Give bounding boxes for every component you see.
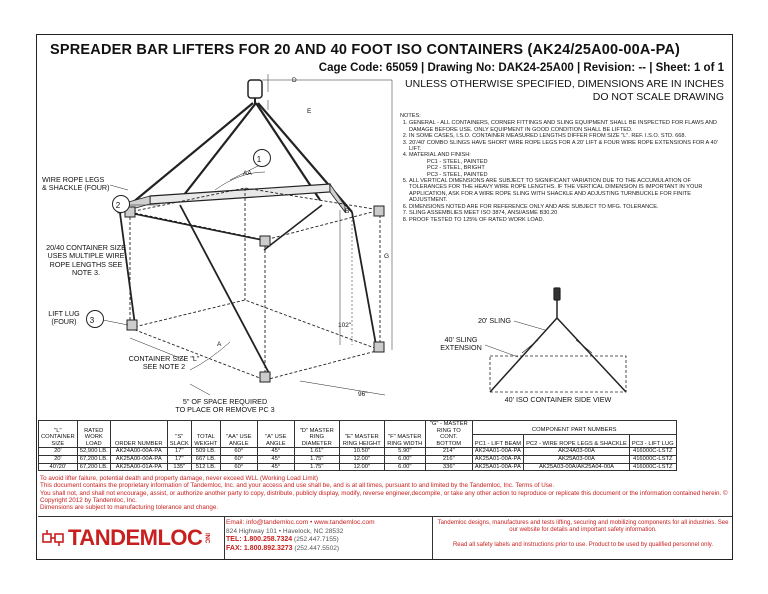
- callout-line: TO PLACE OR REMOVE PC 3: [175, 405, 275, 415]
- col-header: PC2 - WIRE ROPE LEGS & SHACKLE: [524, 434, 630, 448]
- dimension-e: E: [307, 108, 312, 115]
- col-header: ORDER NUMBER: [110, 421, 167, 448]
- table-cell: AK24A03-00A: [524, 448, 630, 456]
- col-header: "E" MASTER RING HEIGHT: [339, 421, 384, 448]
- dimension-a: A: [217, 341, 222, 348]
- table-cell: 1.75": [294, 455, 339, 463]
- table-cell: 12.00": [339, 455, 384, 463]
- note-item: [409, 152, 730, 178]
- table-cell: 17": [167, 455, 191, 463]
- material-item: PC2 - STEEL, BRIGHT: [427, 165, 485, 172]
- col-header: "AA" USE ANGLE: [220, 421, 257, 448]
- col-header: PC1 - LIFT BEAM: [472, 434, 523, 448]
- callout-line: 20/40 CONTAINER SIZE: [46, 243, 126, 252]
- col-header: TOTAL WEIGHT: [191, 421, 220, 448]
- col-header: "F" MASTER RING WIDTH: [384, 421, 425, 448]
- col-header: PC3 - LIFT LUG: [629, 434, 676, 448]
- footer: [38, 516, 732, 559]
- contact-block: [226, 519, 426, 553]
- dimension-note: UNLESS OTHERWISE SPECIFIED, DIMENSIONS ARE IN INCHES: [405, 78, 724, 90]
- callout-line: EXTENSION: [440, 343, 482, 353]
- col-header: "G" - MASTER RING TO CONT. BOTTOM: [425, 421, 472, 448]
- warning-line: This document contains the proprietary information of Tandemloc, Inc. and your access and use shall be, and is at all times, pursuant to and limited by the Tandemloc, Inc. Terms of Use.: [40, 482, 555, 490]
- phone-local: (252.447.7155): [294, 536, 339, 543]
- address: 824 Highway 101 • Havelock, NC 28532: [226, 527, 344, 535]
- col-header: RATED WORK LOAD: [77, 421, 110, 448]
- note-item: 5. ALL VERTICAL DIMENSIONS ARE SUBJECT TO SIGNIFICANT VARIATION DUE TO THE ACCUMULATION OF TOLERANCES FOR THE HEAVY WIRE ROPE LENGTHS. IF THE VERTICAL DIMENSION IS IMPORTANT IN YOUR APPLICATION, ASK FOR A WIRE ROPE SLING WITH SHACKLE AND ADJUSTING TURNBUCKLE FOR FINITE ADJUSTMENT.: [409, 178, 730, 204]
- side-view-caption: 40' ISO CONTAINER SIDE VIEW: [504, 395, 612, 404]
- callout-line: WIRE ROPE LEGS: [42, 175, 105, 184]
- warning-line: You shall not, and shall not encourage, assist, or authorize another party to copy, distribute, publicly display, modify, reverse engineer,decompile, or take any other action to reproduce or replicate this document or the information contained herein. © Copyright 2012 by Tandemloc, Inc.: [40, 489, 728, 504]
- note-item: 1. GENERAL - ALL CONTAINERS, CORNER FITTINGS AND SLING EQUIPMENT SHALL BE INSPECTED FOR FLAWS AND DAMAGE BEFORE USE. ONLY EQUIPMENT IN GOOD CONDITION SHALL BE LIFTED.: [409, 120, 730, 133]
- dimension-g: G: [384, 253, 390, 260]
- footer-divider: [432, 517, 433, 559]
- callout-wire-rope: [42, 176, 110, 193]
- dimension-aa: AA: [243, 170, 252, 177]
- table-row: [39, 455, 677, 463]
- callout-line: USES MULTIPLE WIRE: [47, 251, 125, 261]
- warning-line: Dimensions are subject to manufacturing tolerance and change.: [40, 504, 219, 512]
- logo-inc: INC: [203, 532, 210, 544]
- table-cell: 45°: [257, 463, 294, 471]
- warning-line: To avoid lifter failure, potential death and property damage, never exceed WLL (Working Load Limit): [40, 475, 318, 482]
- bubble-3-label: 3: [89, 316, 95, 325]
- notes-block: [400, 113, 730, 223]
- table-cell: 416000C-LSTZ: [629, 448, 676, 456]
- table-cell: 67,200 LB.: [77, 455, 110, 463]
- callout-line: NOTE 3.: [72, 268, 100, 278]
- table-cell: 6.00": [384, 463, 425, 471]
- table-row: [39, 463, 677, 471]
- table-cell: AK24A01-00A-PA: [472, 448, 523, 456]
- scale-note: DO NOT SCALE DRAWING: [592, 91, 724, 103]
- callout-40-sling: [436, 336, 486, 353]
- table-cell: 5.90": [384, 448, 425, 456]
- col-header: "L" CONTAINER SIZE: [39, 421, 78, 448]
- col-header: "A" USE ANGLE: [257, 421, 294, 448]
- dimension-height: 102": [338, 322, 352, 329]
- table-cell: 6.00": [384, 455, 425, 463]
- table-cell: 1.75": [294, 463, 339, 471]
- drawing-title: SPREADER BAR LIFTERS FOR 20 AND 40 FOOT ISO CONTAINERS (AK24/25A00-00A-PA): [50, 42, 681, 58]
- warning-block: [40, 475, 730, 511]
- callout-space-required: [170, 398, 280, 415]
- table-cell: 60°: [220, 463, 257, 471]
- col-header: "S" SLACK: [167, 421, 191, 448]
- footer-divider: [224, 517, 225, 559]
- table-cell: 512 LB.: [191, 463, 220, 471]
- table-cell: AK24A00-00A-PA: [110, 448, 167, 456]
- table-cell: 214": [425, 448, 472, 456]
- material-item: PC3 - STEEL, PAINTED: [427, 171, 488, 178]
- note-item: 8. PROOF TESTED TO 125% OF RATED WORK LOAD.: [409, 217, 730, 223]
- material-item: PC1 - STEEL, PAINTED: [427, 158, 488, 165]
- table-cell: AK25A03-00A/AK25A04-00A: [524, 463, 630, 471]
- table-cell: 60°: [220, 448, 257, 456]
- table-cell: 10.50": [339, 448, 384, 456]
- dimension-width: 96": [358, 391, 368, 398]
- table-cell: AK25A00-01A-PA: [110, 463, 167, 471]
- table-cell: 12.00": [339, 463, 384, 471]
- callout-line: LIFT LUG: [48, 309, 80, 318]
- bubble-2-label: 2: [115, 201, 121, 210]
- dimension-b: B: [345, 208, 350, 215]
- note-item-text: MATERIAL AND FINISH:: [409, 152, 471, 159]
- spec-table: [38, 420, 677, 471]
- table-header-row: [39, 421, 677, 435]
- table-row: [39, 448, 677, 456]
- note-item: 3. 20'/40' COMBO SLINGS HAVE SHORT WIRE ROPE LEGS FOR A 20' LIFT & FOUR WIRE ROPE EXTENSIONS FOR A 40' LIFT.: [409, 140, 730, 153]
- table-cell: AK25A01-00A-PA: [472, 463, 523, 471]
- disclaimer-line: Tandemloc designs, manufactures and tests lifting, securing and mobilizing components for all industries. See our website for details and important safety information.: [437, 520, 729, 534]
- table-cell: 52,900 LB.: [77, 448, 110, 456]
- table-cell: 60°: [220, 455, 257, 463]
- disclaimer-line: Read all safety labels and instructions prior to use. Product to be used by qualified personnel only.: [452, 542, 714, 549]
- note-item: 7. SLING ASSEMBLIES MEET ISO 3874, ANSI/ASME B30.20: [409, 210, 730, 216]
- table-cell: AK25A01-00A-PA: [472, 455, 523, 463]
- callout-line: CONTAINER SIZE "L": [128, 354, 200, 363]
- table-cell: AK25A03-00A: [524, 455, 630, 463]
- table-cell: 416000C-LSTZ: [629, 463, 676, 471]
- col-header: "D" MASTER RING DIAMETER: [294, 421, 339, 448]
- table-cell: 40'/20': [39, 463, 78, 471]
- bubble-1-label: 1: [256, 155, 262, 164]
- phone[interactable]: TEL: 1.800.258.7324: [226, 536, 293, 543]
- callout-line: & SHACKLE (FOUR): [42, 183, 110, 193]
- table-cell: 45°: [257, 455, 294, 463]
- notes-heading: NOTES:: [400, 113, 421, 119]
- table-cell: 1.61": [294, 448, 339, 456]
- tandemloc-logo: [42, 523, 209, 553]
- callout-container-size: [40, 244, 132, 278]
- component-header: COMPONENT PART NUMBERS: [472, 421, 676, 435]
- callout-20-sling: 20' SLING: [478, 316, 511, 325]
- table-cell: 67,200 LB.: [77, 463, 110, 471]
- table-cell: 20': [39, 455, 78, 463]
- dimension-d: D: [292, 77, 297, 84]
- drawing-info: Cage Code: 65059 | Drawing No: DAK24-25A00 | Revision: -- | Sheet: 1 of 1: [318, 62, 724, 74]
- table-cell: 45°: [257, 448, 294, 456]
- table-cell: 20': [39, 448, 78, 456]
- logo-mark-icon: [42, 529, 64, 547]
- table-cell: AK25A00-00A-PA: [110, 455, 167, 463]
- callout-lift-lug: [42, 310, 86, 327]
- callout-line: 40' SLING: [444, 335, 478, 344]
- note-item: 6. DIMENSIONS NOTED ARE FOR REFERENCE ONLY AND ARE SUBJECT TO MFG. TOLERANCE.: [409, 204, 730, 210]
- table-cell: 336": [425, 463, 472, 471]
- callout-line: 5" OF SPACE REQUIRED: [182, 397, 268, 406]
- email-link[interactable]: Email: info@tandemloc.com • www.tandemloc.com: [226, 519, 375, 526]
- callout-container-l: [114, 355, 214, 372]
- fax: FAX: 1.800.892.3273: [226, 544, 293, 552]
- disclaimer-block: [436, 520, 730, 550]
- table-cell: 17": [167, 448, 191, 456]
- callout-line: SEE NOTE 2: [142, 362, 186, 372]
- table-cell: 667 LB.: [191, 455, 220, 463]
- fax-local: (252.447.5502): [294, 544, 340, 552]
- callout-line: ROPE LENGTHS SEE: [49, 259, 123, 269]
- table-cell: 509 LB.: [191, 448, 220, 456]
- callout-line: (FOUR): [51, 317, 77, 327]
- table-cell: 135": [167, 463, 191, 471]
- table-cell: 416000C-LSTZ: [629, 455, 676, 463]
- logo-text: TANDEMLOC: [68, 525, 203, 550]
- note-item: 2. IN SOME CASES, I.S.O. CONTAINER MEASURED LENGTHS DIFFER FROM SIZE "L". REF. I.S.O. STD. 668.: [409, 133, 730, 139]
- table-cell: 216": [425, 455, 472, 463]
